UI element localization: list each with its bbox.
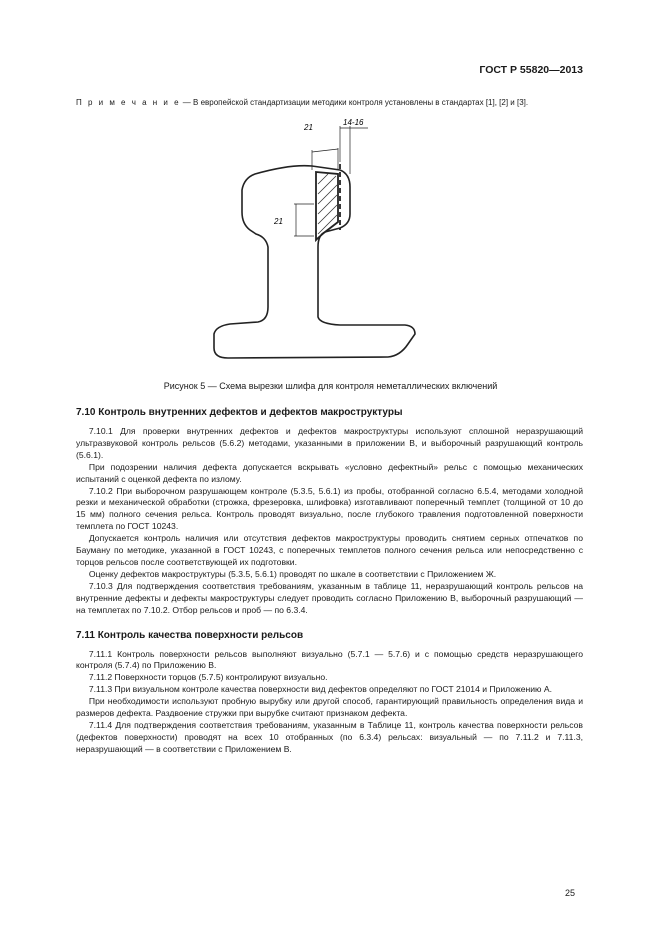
page-number: 25 (564, 888, 575, 898)
rail-section-drawing (200, 112, 450, 374)
paragraph: При подозрении наличия дефекта допускается вскрывать «условно дефектный» рельс с помощью механических испытаний с оценкой дефекта по излому. (76, 461, 583, 484)
dim-top-width: 21 (304, 123, 313, 132)
paragraph: 7.11.1 Контроль поверхности рельсов выполняют визуально (5.7.1 — 5.7.6) и с помощью средств неразрушающего контроля (5.7.4) по Приложению В. (76, 648, 583, 671)
dim-side-height: 21 (274, 217, 283, 226)
paragraph: 7.11.4 Для подтверждения соответствия требованиям, указанным в Таблице 11, контроль качества поверхности рельсов (дефектов поверхности) проводят на всех 10 отобранных (по 6.3.4) рельсах: визуальный — по 7.11.2 и 7.11.3, неразрушающий — в соответствии с Приложением В. (76, 719, 583, 754)
paragraph: 7.11.3 При визуальном контроле качества поверхности вид дефектов определяют по ГОСТ 21014 и Приложению А. (76, 684, 553, 695)
rail-outline (214, 166, 415, 358)
section-heading-7-11: 7.11 Контроль качества поверхности рельсов (76, 629, 304, 641)
note-text: — В европейской стандартизации методики контроля установлены в стандартах [1], [2] и [3]. (180, 98, 529, 107)
note (76, 98, 528, 107)
paragraph: 7.11.2 Поверхности торцов (5.7.5) контролируют визуально. (76, 672, 328, 683)
paragraph: 7.10.1 Для проверки внутренних дефектов и дефектов макроструктуры используют сплошной неразрушающий ультразвуковой контроль рельсов (5.6.2) методами, указанными в приложении В, и выборочный разрушающий контроль (5.6.1). (76, 426, 583, 460)
paragraph: 7.10.2 При выборочном разрушающем контроле (5.3.5, 5.6.1) из пробы, отобранной согласно 6.5.4, методами холодной резки и механической обработки (строжка, фрезеровка, шлифовка) изготавливают поперечный темплет (толщиной от 10 до 15 мм) полного сечения рельса. Контроль проводят визуально, после глубокого травления подготовленной поверхности темплета по ГОСТ 10243. (76, 485, 583, 532)
paragraph: Допускается контроль наличия или отсутствия дефектов макроструктуры проводить снятием серных отпечатков по Бауману по методике, указанной в ГОСТ 10243, с поперечных темплетов полного сечения рельса или непосредственно с торцов рельсов после соответствующей их подготовки. (76, 533, 583, 567)
paragraph: Оценку дефектов макроструктуры (5.3.5, 5.6.1) проводят по шкале в соответствии с Приложением Ж. (76, 568, 497, 579)
document-header: ГОСТ Р 55820—2013 (479, 64, 583, 76)
paragraph: При необходимости используют пробную вырубку или другой способ, гарантирующий правильность определения вида и размеров дефекта. Раздвоение стружки при вырубке считают признаком дефекта. (76, 696, 583, 719)
paragraph: 7.10.3 Для подтверждения соответствия требованиям, указанным в таблице 11, неразрушающий контроль рельсов на внутренние дефекты и дефекты макроструктуры следует проводить согласно Приложению В, выборочный разрушающий — на темплетах по 7.10.2. Отбор рельсов и проб — по 6.3.4. (76, 580, 583, 615)
figure-caption: Рисунок 5 — Схема вырезки шлифа для контроля неметаллических включений (163, 381, 498, 391)
dim-top-offset: 14-16 (343, 118, 364, 127)
note-label: П р и м е ч а н и е (76, 98, 181, 107)
section-heading-7-10: 7.10 Контроль внутренних дефектов и дефектов макроструктуры (76, 407, 403, 418)
rail-section-figure (200, 112, 450, 374)
main-content (76, 406, 583, 756)
